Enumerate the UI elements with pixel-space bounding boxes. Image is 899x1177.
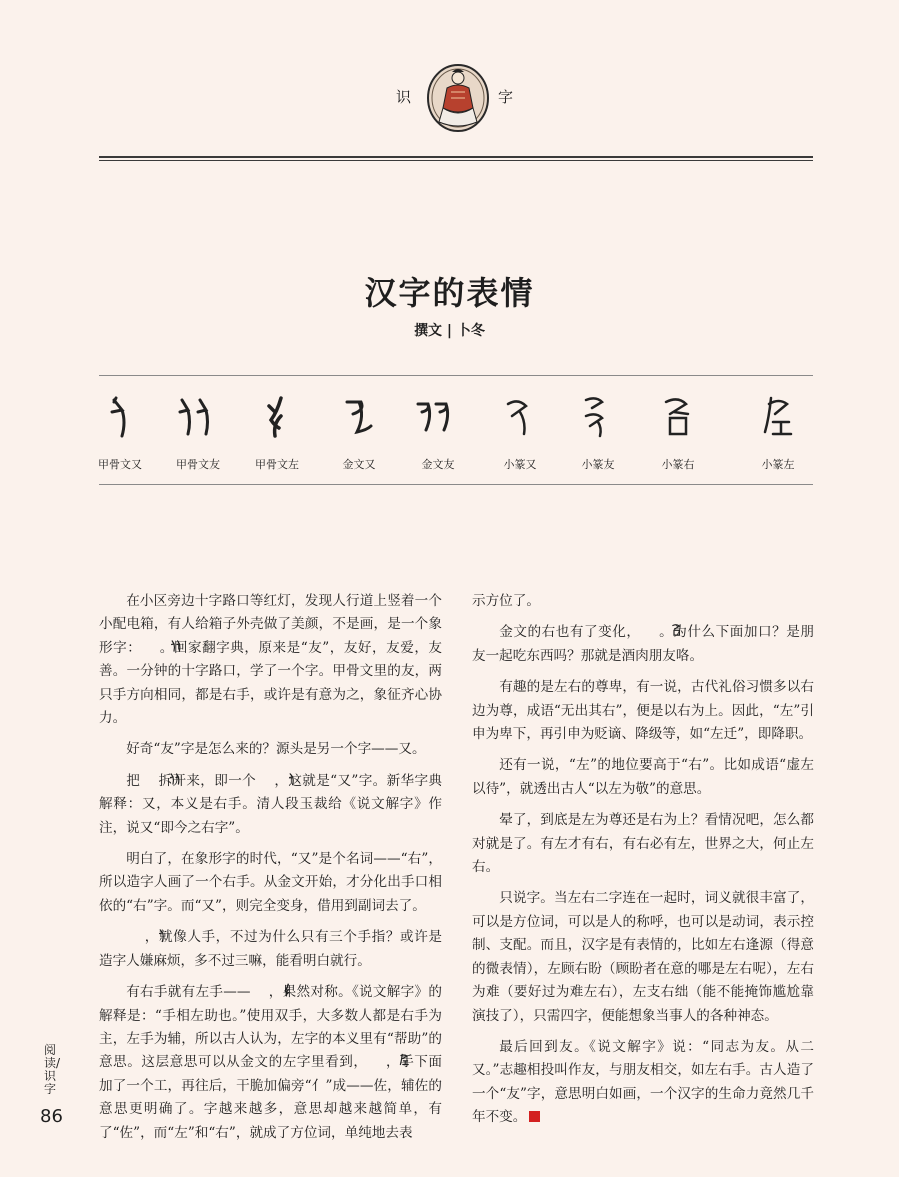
oracle-you-inline-icon [256,770,274,788]
header-char-right: 字 [498,88,514,106]
bronze-left-inline-icon [367,1051,385,1069]
glyph-label: 金文又 [342,458,376,471]
article-column-left [99,590,442,1153]
oracle-left-inline-icon [250,981,268,999]
paragraph: 有右手就有左手—— ，果然对称。《说文解字》的解释是：“手相左助也。”使用双手，大多数人都是右手为主，左手为辅，所以古人认为，左字的本义里有“帮助”的意思。这层意思可以从金文的左字里看到， ，手下面加了一个工，再往后，干脆加偏旁“亻”成——佐，辅佐的意思更明确了。字越来越多，意思却越来越简单，有了“佐”，而“左”和“右”，就成了方位词，单纯地去表 [99,981,442,1145]
seal-friend-glyph-icon [568,392,628,442]
end-mark-icon [529,1111,540,1122]
oracle-left-glyph-icon [247,392,307,442]
oracle-friend-glyph-icon [168,392,228,442]
paragraph: 把 拆开来，即一个 ，这就是“又”字。新华字典解释：又，本义是右手。清人段玉裁给《说文解字》作注，说又“即今之右字”。 [99,770,442,840]
article-column-right [472,590,814,1138]
bronze-you-glyph-icon [329,392,389,442]
oracle-friend-inline-icon [140,770,158,788]
paragraph: 晕了，到底是左为尊还是右为上？看情况吧，怎么都对就是了。有左才有右，有右必有左，世界之大，何止左右。 [472,812,814,876]
seal-you-glyph-icon [490,392,550,442]
glyph-label: 小篆右 [661,458,695,471]
glyph-label: 甲骨文左 [255,458,299,471]
bronze-right-inline-icon [641,621,659,639]
bronze-friend-glyph-icon [408,392,468,442]
glyph-band-top-rule [99,375,813,376]
paragraph: 好奇“友”字是怎么来的？源头是另一个字——又。 [126,741,426,758]
article-title: 汉字的表情 [364,274,535,312]
paragraph: 还有一说，“左”的地位要高于“右”。比如成语“虚左以待”，就透出古人“以左为敬”的意思。 [472,757,814,797]
seal-left-glyph-icon [747,392,807,442]
paragraph: 只说字。当左右二字连在一起时，词义就很丰富了，可以是方位词，可以是人的称呼，也可以是动词，表示控制、支配。而且，汉字是有表情的，比如左右逢源（得意的微表情），左顾右盼（顾盼者在意的哪是左右呢），左右为难（要好过为难左右），左支右绌（能不能掩饰尴尬靠演技了），只需四字，便能想象当事人的各种神态。 [472,890,814,1024]
oracle-you-glyph-icon [90,392,150,442]
glyph-label: 甲骨文友 [176,458,220,471]
glyph-label: 小篆又 [503,458,537,471]
page-number: 86 [40,1106,63,1127]
header-rule-thin [99,160,813,161]
paragraph: 在小区旁边十字路口等红灯，发现人行道上竖着一个小配电箱，有人给箱子外壳做了美颜，不是画，是一个象形字： 。回家翻字典，原来是“友”，友好，友爱，友善。一分钟的十字路口，学了一个字。甲骨文里的友，两只手方向相同，都是右手，或许是有意为之，象征齐心协力。 [99,593,443,727]
article-byline: 撰文 | 卜冬 [414,323,485,339]
paragraph: 有趣的是左右的尊卑，有一说，古代礼俗习惯多以右边为尊，成语“无出其右”，便是以右为上。因此，“左”引申为卑下，再引申为贬谪、降级等，如“左迁”，即降职。 [472,679,814,743]
figure-emblem-icon [425,60,491,132]
seal-right-glyph-icon [648,392,708,442]
paragraph: 明白了，在象形字的时代，“又”是个名词——“右”，所以造字人画了一个右手。从金文开始，才分化出手口相依的“右”字。而“又”，则完全变身，借用到副词去了。 [99,851,442,914]
header-rule-thick [99,156,813,158]
oracle-friend-inline-icon [141,637,159,655]
glyph-label: 金文友 [421,458,455,471]
section-label: 阅读/识字 [44,1043,61,1096]
paragraph: ，就像人手，不过为什么只有三个手指？或许是造字人嫌麻烦，多不过三嘛，能看明白就行。 [99,926,442,973]
paragraph: 示方位了。 [472,593,540,609]
page-header [0,0,899,160]
header-char-left: 识 [396,88,412,106]
glyph-label: 小篆友 [581,458,615,471]
paragraph: 金文的右也有了变化， 。为什么下面加口？是朋友一起吃东西吗？那就是酒肉朋友咯。 [472,621,814,668]
glyph-band-bottom-rule [99,484,813,485]
glyph-label: 甲骨文又 [98,458,142,471]
oracle-you-inline-icon [126,926,144,944]
paragraph: 最后回到友。《说文解字》说：“同志为友。从二又。”志趣相投叫作友，与朋友相交，如左右手。古人造了一个“友”字，意思明白如画，一个汉字的生命力竟然几千年不变。 [472,1038,814,1126]
glyph-label: 小篆左 [761,458,795,471]
